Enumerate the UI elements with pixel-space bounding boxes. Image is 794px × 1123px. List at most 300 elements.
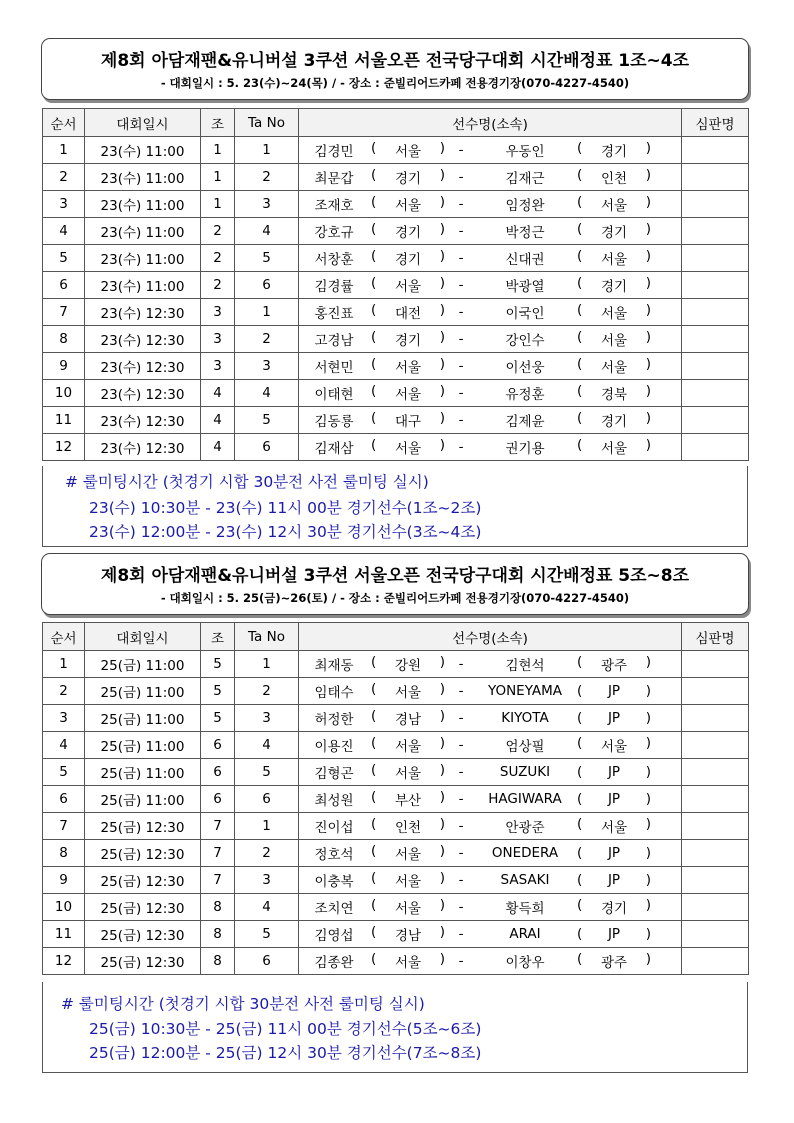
player2-name: 황득희: [505, 901, 545, 917]
paren-close: ): [645, 437, 651, 453]
player-pair: [299, 245, 681, 271]
section2-title: 제8회 아담재팬&유니버설 3쿠션 서울오픈 전국당구대회 시간배정표 5조~8조: [100, 566, 690, 586]
table-number-cell: 2: [235, 326, 299, 353]
paren-close: ): [645, 710, 651, 726]
region-value: 서울: [394, 144, 422, 160]
referee-cell: [682, 705, 749, 732]
paren-close: ): [439, 275, 445, 291]
player2-region: [575, 248, 653, 268]
paren-close: ): [645, 140, 651, 156]
table-number-cell: 6: [235, 948, 299, 975]
section1-schedule-table: [42, 108, 749, 461]
paren-open: (: [577, 683, 583, 699]
paren-open: (: [577, 764, 583, 780]
paren-open: (: [371, 951, 377, 967]
region-value: JP: [607, 845, 621, 861]
player2-name: 김재근: [505, 171, 545, 187]
referee-cell: [682, 353, 749, 380]
versus-dash: -: [458, 764, 464, 780]
column-header: 심판명: [682, 623, 749, 651]
region-value: 서울: [600, 306, 628, 322]
players-cell: [299, 678, 682, 705]
player2-name: ONEDERA: [491, 845, 559, 861]
players-cell: [299, 164, 682, 191]
player1-region: [369, 194, 447, 214]
paren-open: (: [371, 302, 377, 318]
region-value: 서울: [600, 441, 628, 457]
versus-dash: -: [458, 656, 464, 672]
note-heading: # 룰미팅시간 (첫경기 시합 30분전 사전 룰미팅 실시): [65, 473, 429, 491]
player-pair: [299, 326, 681, 352]
paren-close: ): [439, 383, 445, 399]
paren-open: (: [577, 410, 583, 426]
region-value: 광주: [600, 658, 628, 674]
player1-name: 고경남: [314, 333, 354, 349]
player-pair: [299, 299, 681, 325]
table-row: [43, 813, 749, 840]
section2-rule-meeting-note: [42, 982, 748, 1073]
datetime-cell: 25(금) 11:00: [85, 786, 201, 813]
player2-region: [575, 735, 653, 755]
player2-name: SASAKI: [500, 872, 550, 888]
note-line: 25(금) 12:00분 - 25(금) 12시 30분 경기선수(7조~8조): [89, 1044, 482, 1062]
datetime-cell: 23(수) 11:00: [85, 137, 201, 164]
paren-open: (: [577, 735, 583, 751]
table-row: [43, 164, 749, 191]
order-cell: 11: [43, 407, 85, 434]
paren-open: (: [371, 194, 377, 210]
datetime-cell: 23(수) 12:30: [85, 434, 201, 461]
player1-region: [369, 356, 447, 376]
datetime-cell: 23(수) 12:30: [85, 353, 201, 380]
paren-close: ): [645, 683, 651, 699]
referee-cell: [682, 867, 749, 894]
paren-open: (: [371, 248, 377, 264]
versus-dash: -: [458, 223, 464, 239]
player-pair: [299, 407, 681, 433]
player-pair: [299, 380, 681, 406]
datetime-cell: 23(수) 12:30: [85, 299, 201, 326]
paren-close: ): [645, 926, 651, 942]
group-cell: 7: [201, 840, 235, 867]
players-cell: [299, 137, 682, 164]
paren-close: ): [439, 897, 445, 913]
table-number-cell: 6: [235, 786, 299, 813]
paren-close: ): [645, 329, 651, 345]
region-value: 서울: [394, 360, 422, 376]
paren-open: (: [371, 708, 377, 724]
paren-open: (: [371, 870, 377, 886]
group-cell: 2: [201, 245, 235, 272]
table-number-cell: 1: [235, 137, 299, 164]
table-row: [43, 407, 749, 434]
paren-open: (: [577, 791, 583, 807]
region-value: 경기: [600, 144, 628, 160]
paren-close: ): [439, 167, 445, 183]
region-value: 서울: [394, 387, 422, 403]
player1-region: [369, 789, 447, 809]
player1-region: [369, 410, 447, 430]
versus-dash: -: [458, 331, 464, 347]
paren-close: ): [645, 221, 651, 237]
group-cell: 4: [201, 380, 235, 407]
player1-region: [369, 275, 447, 295]
player1-name: 강호규: [314, 225, 354, 241]
players-cell: [299, 867, 682, 894]
player2-region: [575, 872, 653, 888]
player-pair: [299, 651, 681, 677]
order-cell: 6: [43, 786, 85, 813]
datetime-cell: 23(수) 11:00: [85, 245, 201, 272]
region-value: 경기: [600, 414, 628, 430]
order-cell: 5: [43, 245, 85, 272]
table-number-cell: 5: [235, 921, 299, 948]
versus-dash: -: [458, 737, 464, 753]
table-row: [43, 191, 749, 218]
paren-open: (: [577, 221, 583, 237]
referee-cell: [682, 894, 749, 921]
table-row: [43, 245, 749, 272]
region-value: 서울: [394, 955, 422, 971]
section2-schedule-table: [42, 622, 749, 975]
datetime-cell: 25(금) 12:30: [85, 894, 201, 921]
paren-open: (: [371, 167, 377, 183]
datetime-cell: 23(수) 11:00: [85, 191, 201, 218]
datetime-cell: 25(금) 12:30: [85, 840, 201, 867]
region-value: JP: [607, 683, 621, 699]
paren-close: ): [645, 764, 651, 780]
versus-dash: -: [458, 439, 464, 455]
paren-open: (: [577, 356, 583, 372]
players-cell: [299, 786, 682, 813]
referee-cell: [682, 326, 749, 353]
group-cell: 4: [201, 407, 235, 434]
paren-open: (: [577, 710, 583, 726]
referee-cell: [682, 759, 749, 786]
player-pair: [299, 759, 681, 785]
player-pair: [299, 137, 681, 163]
column-header: 순서: [43, 623, 85, 651]
order-cell: 10: [43, 894, 85, 921]
table-number-cell: 5: [235, 407, 299, 434]
versus-dash: -: [458, 277, 464, 293]
players-cell: [299, 759, 682, 786]
region-value: JP: [607, 791, 621, 807]
player2-name: 신대권: [505, 252, 545, 268]
column-header: 대회일시: [85, 623, 201, 651]
table-row: [43, 732, 749, 759]
group-cell: 7: [201, 813, 235, 840]
paren-open: (: [371, 789, 377, 805]
player2-region: [575, 816, 653, 836]
order-cell: 11: [43, 921, 85, 948]
table-header-row: [43, 109, 749, 137]
note-line: 23(수) 12:00분 - 23(수) 12시 30분 경기선수(3조~4조): [89, 523, 482, 541]
section2-header-box: [41, 553, 749, 615]
players-cell: [299, 407, 682, 434]
paren-close: ): [439, 356, 445, 372]
region-value: 서울: [394, 685, 422, 701]
versus-dash: -: [458, 250, 464, 266]
versus-dash: -: [458, 358, 464, 374]
datetime-cell: 23(수) 12:30: [85, 380, 201, 407]
order-cell: 2: [43, 678, 85, 705]
section1-rule-meeting-note: [42, 466, 748, 547]
players-cell: [299, 245, 682, 272]
table-row: [43, 705, 749, 732]
order-cell: 3: [43, 191, 85, 218]
paren-open: (: [577, 329, 583, 345]
player2-region: [575, 951, 653, 971]
table-number-cell: 3: [235, 191, 299, 218]
player2-name: KIYOTA: [501, 710, 549, 726]
player1-region: [369, 708, 447, 728]
player-pair: [299, 434, 681, 460]
table-row: [43, 218, 749, 245]
order-cell: 7: [43, 299, 85, 326]
paren-close: ): [645, 845, 651, 861]
player1-name: 임태수: [314, 685, 354, 701]
player1-region: [369, 735, 447, 755]
players-cell: [299, 434, 682, 461]
table-row: [43, 353, 749, 380]
paren-open: (: [577, 383, 583, 399]
table-row: [43, 380, 749, 407]
table-row: [43, 434, 749, 461]
table-row: [43, 921, 749, 948]
column-header: 심판명: [682, 109, 749, 137]
player-pair: [299, 705, 681, 731]
region-value: 서울: [600, 739, 628, 755]
player2-region: [575, 926, 653, 942]
versus-dash: -: [458, 385, 464, 401]
players-cell: [299, 326, 682, 353]
player1-name: 최성원: [314, 793, 354, 809]
group-cell: 5: [201, 678, 235, 705]
player2-region: [575, 710, 653, 726]
versus-dash: -: [458, 169, 464, 185]
paren-close: ): [439, 789, 445, 805]
player2-name: 김현석: [505, 658, 545, 674]
player-pair: [299, 813, 681, 839]
group-cell: 1: [201, 137, 235, 164]
paren-open: (: [371, 897, 377, 913]
region-value: 서울: [394, 874, 422, 890]
table-number-cell: 2: [235, 678, 299, 705]
region-value: JP: [607, 872, 621, 888]
note-line: 23(수) 10:30분 - 23(수) 11시 00분 경기선수(1조~2조): [89, 499, 482, 517]
player1-name: 김형곤: [314, 766, 354, 782]
paren-close: ): [645, 383, 651, 399]
table-row: [43, 948, 749, 975]
datetime-cell: 25(금) 12:30: [85, 813, 201, 840]
region-value: 경기: [600, 901, 628, 917]
datetime-cell: 23(수) 11:00: [85, 272, 201, 299]
player-pair: [299, 218, 681, 244]
player1-name: 김경민: [314, 144, 354, 160]
group-cell: 3: [201, 299, 235, 326]
region-value: 경남: [394, 712, 422, 728]
order-cell: 4: [43, 732, 85, 759]
players-cell: [299, 732, 682, 759]
referee-cell: [682, 218, 749, 245]
column-header: 선수명(소속): [299, 109, 682, 137]
player2-region: [575, 329, 653, 349]
order-cell: 9: [43, 353, 85, 380]
paren-open: (: [577, 872, 583, 888]
player1-name: 허정한: [314, 712, 354, 728]
order-cell: 8: [43, 326, 85, 353]
player2-region: [575, 764, 653, 780]
column-header: Ta No: [235, 623, 299, 651]
paren-open: (: [371, 275, 377, 291]
paren-close: ): [645, 302, 651, 318]
referee-cell: [682, 813, 749, 840]
referee-cell: [682, 434, 749, 461]
player2-region: [575, 194, 653, 214]
paren-close: ): [439, 762, 445, 778]
table-row: [43, 299, 749, 326]
group-cell: 1: [201, 164, 235, 191]
region-value: 경기: [394, 333, 422, 349]
column-header: 조: [201, 623, 235, 651]
referee-cell: [682, 948, 749, 975]
paren-close: ): [439, 329, 445, 345]
paren-open: (: [577, 437, 583, 453]
paren-open: (: [577, 897, 583, 913]
paren-open: (: [371, 221, 377, 237]
player2-name: 이창우: [505, 955, 545, 971]
players-cell: [299, 299, 682, 326]
player-pair: [299, 921, 681, 947]
table-row: [43, 840, 749, 867]
column-header: 조: [201, 109, 235, 137]
paren-close: ): [439, 870, 445, 886]
player2-region: [575, 437, 653, 457]
datetime-cell: 25(금) 11:00: [85, 678, 201, 705]
table-number-cell: 5: [235, 759, 299, 786]
region-value: 경기: [394, 252, 422, 268]
order-cell: 9: [43, 867, 85, 894]
datetime-cell: 25(금) 11:00: [85, 705, 201, 732]
paren-open: (: [577, 654, 583, 670]
player2-region: [575, 221, 653, 241]
player1-region: [369, 383, 447, 403]
player-pair: [299, 191, 681, 217]
player2-region: [575, 275, 653, 295]
player2-region: [575, 897, 653, 917]
paren-close: ): [439, 654, 445, 670]
table-row: [43, 678, 749, 705]
players-cell: [299, 894, 682, 921]
versus-dash: -: [458, 926, 464, 942]
paren-close: ): [645, 951, 651, 967]
player-pair: [299, 272, 681, 298]
paren-open: (: [371, 681, 377, 697]
paren-close: ): [645, 735, 651, 751]
paren-open: (: [577, 302, 583, 318]
table-header-row: [43, 623, 749, 651]
paren-open: (: [371, 356, 377, 372]
player1-name: 김종완: [314, 955, 354, 971]
paren-open: (: [577, 275, 583, 291]
paren-close: ): [439, 410, 445, 426]
table-number-cell: 1: [235, 299, 299, 326]
player2-name: 권기용: [505, 441, 545, 457]
datetime-cell: 25(금) 11:00: [85, 759, 201, 786]
player2-name: 이국인: [505, 306, 545, 322]
referee-cell: [682, 407, 749, 434]
group-cell: 7: [201, 867, 235, 894]
player-pair: [299, 894, 681, 920]
player1-region: [369, 870, 447, 890]
region-value: 경기: [600, 225, 628, 241]
players-cell: [299, 380, 682, 407]
region-value: 서울: [600, 333, 628, 349]
player2-region: [575, 383, 653, 403]
table-number-cell: 3: [235, 705, 299, 732]
group-cell: 6: [201, 759, 235, 786]
referee-cell: [682, 678, 749, 705]
region-value: 경기: [600, 279, 628, 295]
player2-region: [575, 356, 653, 376]
region-value: 서울: [394, 739, 422, 755]
order-cell: 1: [43, 651, 85, 678]
players-cell: [299, 921, 682, 948]
player2-name: 엄상필: [505, 739, 545, 755]
versus-dash: -: [458, 953, 464, 969]
order-cell: 12: [43, 948, 85, 975]
paren-open: (: [577, 194, 583, 210]
referee-cell: [682, 272, 749, 299]
player1-name: 조재호: [314, 198, 354, 214]
versus-dash: -: [458, 791, 464, 807]
paren-close: ): [645, 356, 651, 372]
table-number-cell: 4: [235, 732, 299, 759]
column-header: 대회일시: [85, 109, 201, 137]
player1-region: [369, 816, 447, 836]
paren-close: ): [645, 654, 651, 670]
group-cell: 1: [201, 191, 235, 218]
paren-open: (: [577, 248, 583, 264]
paren-open: (: [577, 845, 583, 861]
player1-name: 진이섭: [314, 820, 354, 836]
referee-cell: [682, 786, 749, 813]
versus-dash: -: [458, 683, 464, 699]
referee-cell: [682, 137, 749, 164]
player2-name: 유정훈: [505, 387, 545, 403]
paren-open: (: [577, 167, 583, 183]
region-value: JP: [607, 710, 621, 726]
region-value: 서울: [394, 847, 422, 863]
order-cell: 8: [43, 840, 85, 867]
table-row: [43, 326, 749, 353]
section1-subtitle: - 대회일시 : 5. 23(수)~24(목) / - 장소 : 준빌리어드카페 전용경기장(070-4227-4540): [160, 76, 630, 90]
player1-name: 김재삼: [314, 441, 354, 457]
player1-region: [369, 140, 447, 160]
referee-cell: [682, 840, 749, 867]
table-number-cell: 3: [235, 867, 299, 894]
player1-region: [369, 654, 447, 674]
region-value: 서울: [600, 198, 628, 214]
player2-name: 임정완: [505, 198, 545, 214]
datetime-cell: 25(금) 11:00: [85, 651, 201, 678]
player1-region: [369, 302, 447, 322]
region-value: 광주: [600, 955, 628, 971]
table-row: [43, 867, 749, 894]
player-pair: [299, 678, 681, 704]
player1-region: [369, 437, 447, 457]
